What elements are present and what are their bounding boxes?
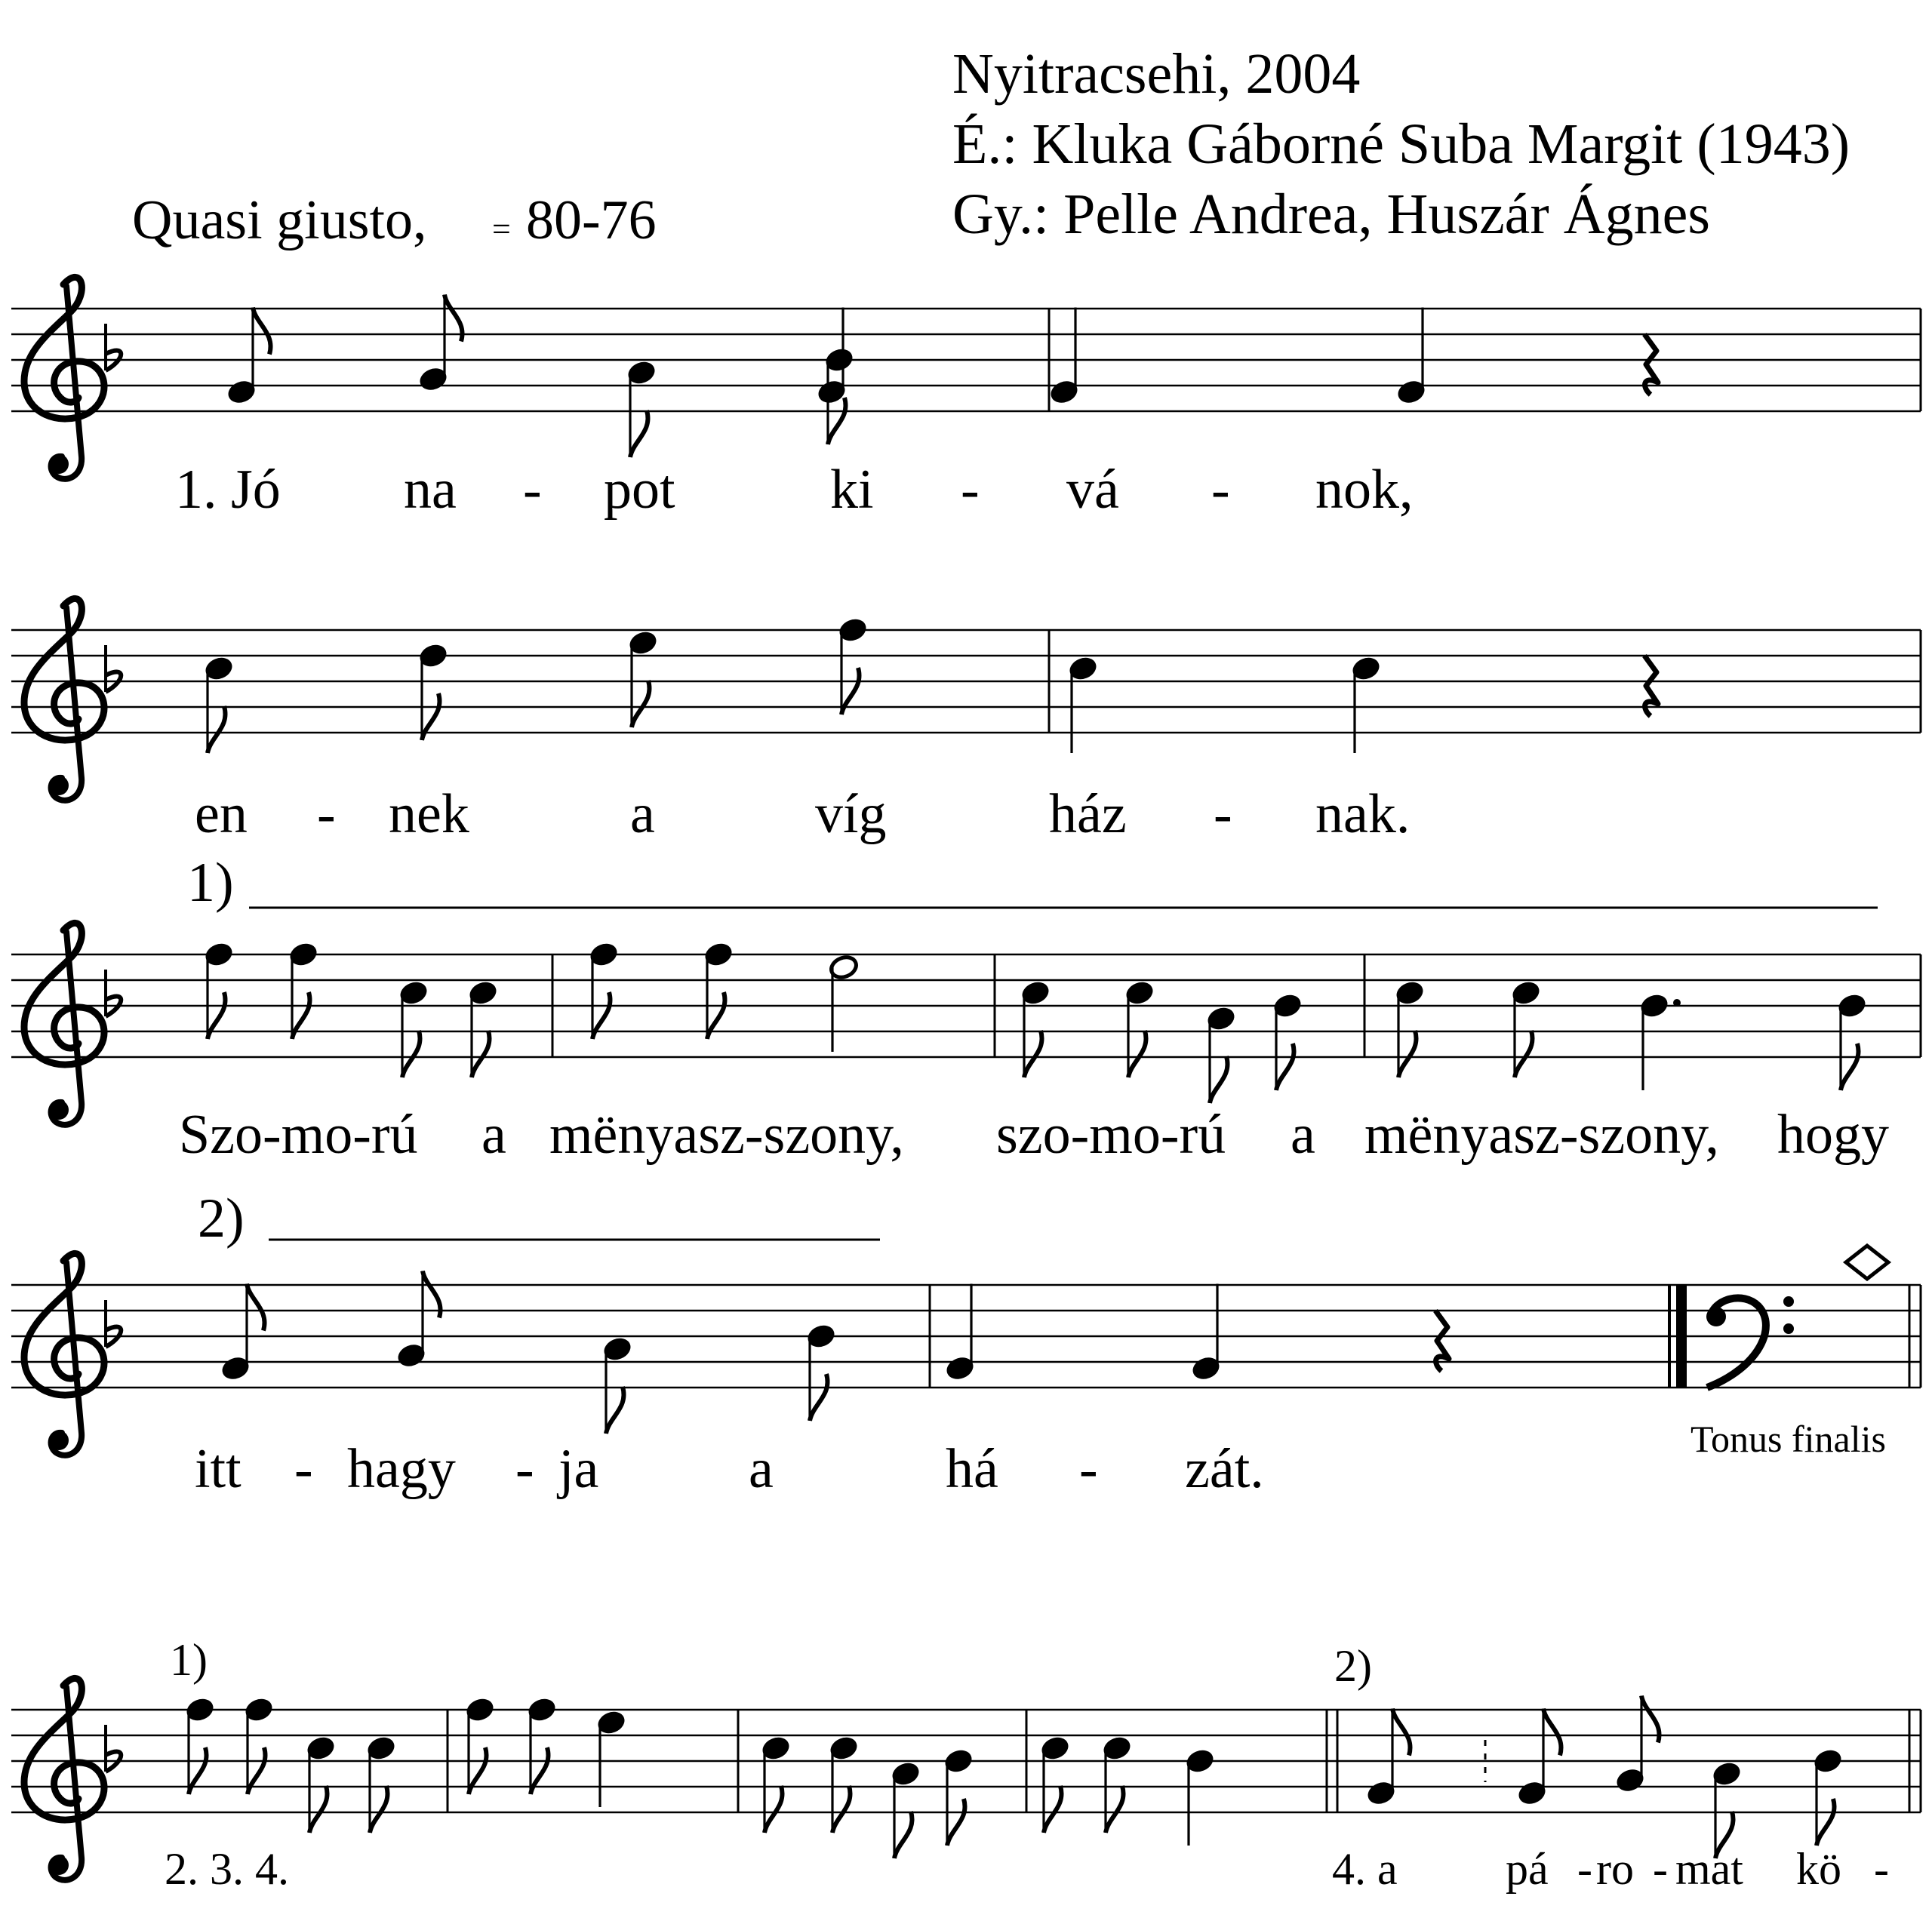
treble-clef — [24, 1678, 104, 1879]
note-flag — [1210, 1056, 1228, 1103]
note-flag — [1817, 1799, 1835, 1846]
lyric-syllable: hagy — [347, 1438, 456, 1500]
lyric-syllable: nek — [389, 783, 469, 845]
note-flag — [894, 1812, 912, 1858]
lyric-syllable: ház — [1049, 783, 1127, 845]
lyric-syllable: pot — [604, 459, 675, 521]
lyric-hyphen: - — [1214, 783, 1232, 845]
flat-sign — [106, 1300, 121, 1347]
note-flag — [828, 398, 846, 444]
lyric-syllable: hogy — [1777, 1104, 1889, 1166]
volta-label-2: 2) — [198, 1188, 245, 1249]
treble-clef — [24, 277, 104, 478]
lyric-hyphen: - — [515, 1438, 534, 1500]
lyric-hyphen: - — [523, 459, 542, 521]
treble-clef — [24, 598, 104, 800]
header-performer: É.: Kluka Gáborné Suba Margit (1943) — [952, 112, 1850, 176]
note-flag — [1543, 1709, 1561, 1756]
lyric-syllable: itt — [195, 1438, 242, 1500]
header-collectors: Gy.: Pelle Andrea, Huszár Ágnes — [952, 183, 1710, 246]
flat-sign — [106, 970, 121, 1016]
note-flag — [1392, 1709, 1411, 1756]
lyric-hyphen: - — [961, 459, 980, 521]
note-flag — [247, 1284, 265, 1331]
header-place-year: Nyitracsehi, 2004 — [952, 42, 1361, 106]
note-flag — [606, 1387, 624, 1434]
lyric-syllable: a — [630, 783, 655, 845]
lyric-syllable: zát. — [1185, 1438, 1264, 1500]
tempo-equals: = — [492, 211, 511, 247]
lyric-hyphen: - — [1211, 459, 1230, 521]
lyric-syllable: ro — [1596, 1844, 1634, 1894]
lyric-syllable: 4. a — [1332, 1844, 1398, 1894]
note-flag — [1024, 1031, 1042, 1077]
lyric-syllable: kö — [1796, 1844, 1841, 1894]
lyric-syllable: szo-mo-rú — [996, 1104, 1226, 1166]
lyric-hyphen: - — [1079, 1438, 1098, 1500]
lyric-syllable: há — [946, 1438, 998, 1500]
lyric-verse-numbers: 2. 3. 4. — [165, 1844, 289, 1894]
note-flag — [810, 1374, 828, 1421]
lyric-hyphen: - — [1577, 1844, 1592, 1894]
lyric-syllable: a — [749, 1438, 774, 1500]
lyric-syllable: a — [1291, 1104, 1315, 1166]
lyric-syllable: a — [481, 1104, 506, 1166]
tonus-finalis-label: Tonus finalis — [1690, 1418, 1886, 1460]
note-flag — [1128, 1031, 1146, 1077]
note-flag — [1515, 1031, 1533, 1077]
volta-label-2-lower: 2) — [1334, 1641, 1372, 1691]
lyric-syllable: vá — [1066, 459, 1119, 521]
volta-label-1-lower: 1) — [170, 1635, 208, 1685]
lyric-syllable: mënyasz-szony, — [549, 1104, 904, 1166]
note-flag — [309, 1786, 328, 1833]
note-flag — [472, 1031, 490, 1077]
note-flag — [208, 706, 226, 753]
note-flag — [1715, 1812, 1734, 1858]
note-flag — [402, 1031, 420, 1077]
tonus-finalis-note — [1846, 1246, 1888, 1279]
note-flag — [630, 410, 648, 457]
lyric-syllable: Szo-mo-rú — [179, 1104, 418, 1166]
lyric-hyphen: - — [317, 783, 336, 845]
lyric-syllable: víg — [815, 783, 887, 845]
lyric-syllable: ki — [830, 459, 874, 521]
lyric-syllable: nok, — [1315, 459, 1414, 521]
volta-label-1: 1) — [187, 852, 234, 914]
lyric-hyphen: - — [294, 1438, 313, 1500]
lyric-hyphen: - — [1874, 1844, 1889, 1894]
note-flag — [370, 1786, 388, 1833]
flat-sign — [106, 324, 121, 370]
lyric-syllable: ja — [558, 1438, 599, 1500]
lyric-syllable: nak. — [1315, 783, 1411, 845]
note-flag — [947, 1799, 965, 1846]
note-flag — [764, 1786, 783, 1833]
lyric-syllable: 1. Jó — [175, 459, 281, 521]
note-flag — [1276, 1043, 1294, 1090]
treble-clef — [24, 1253, 104, 1455]
tempo-value: 80-76 — [526, 189, 657, 251]
lyric-syllable: en — [195, 783, 248, 845]
note-flag — [1106, 1786, 1124, 1833]
flat-sign — [106, 645, 121, 692]
note-flag — [1841, 1043, 1859, 1090]
lyric-syllable: mënyasz-szony, — [1364, 1104, 1719, 1166]
note-flag — [832, 1786, 851, 1833]
treble-clef — [24, 923, 104, 1124]
tempo-text: Quasi giusto, — [132, 189, 427, 251]
note-dot — [1673, 999, 1681, 1007]
lyric-syllable: pá — [1506, 1844, 1549, 1894]
lyric-hyphen: - — [1653, 1844, 1668, 1894]
note-flag — [632, 681, 650, 727]
lyric-syllable: na — [404, 459, 457, 521]
note-flag — [1398, 1031, 1417, 1077]
note-flag — [253, 308, 271, 355]
lyric-syllable: mat — [1675, 1844, 1743, 1894]
flat-sign — [106, 1725, 121, 1772]
note-flag — [1044, 1786, 1062, 1833]
